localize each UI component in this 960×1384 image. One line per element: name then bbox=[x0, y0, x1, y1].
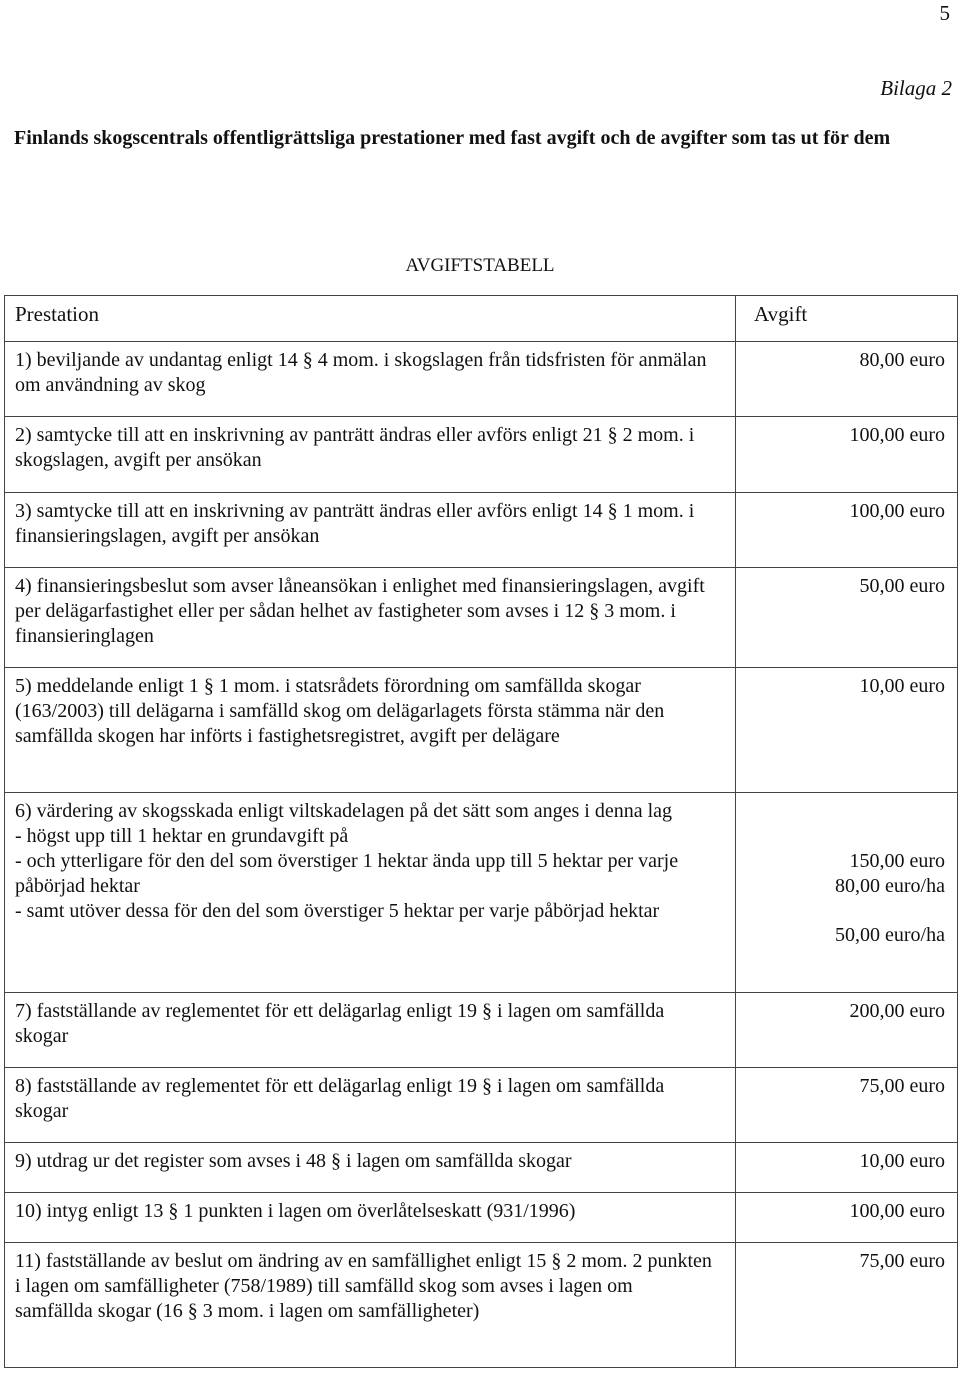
table-row bbox=[5, 342, 958, 417]
row-description: 3) samtycke till att en inskrivning av panträtt ändras eller avförs enligt 14 § 1 mom. i finansieringslagen, avgift per ansökan bbox=[5, 493, 736, 568]
sub-item: - samt utöver dessa för den del som överstiger 5 hektar per varje påbörjad hektar bbox=[15, 900, 660, 922]
row-fee: 10,00 euro bbox=[736, 668, 958, 793]
row-description-with-subitems bbox=[5, 793, 736, 993]
row-description: 7) fastställande av reglementet för ett delägarlag enligt 19 § i lagen om samfällda skogar bbox=[5, 993, 736, 1068]
table-row bbox=[5, 1143, 958, 1193]
header-fee: Avgift bbox=[736, 296, 958, 342]
row-description: 1) beviljande av undantag enligt 14 § 4 mom. i skogslagen från tidsfristen för anmälan om användning av skog bbox=[5, 342, 736, 417]
row-fee: 100,00 euro bbox=[736, 1193, 958, 1243]
row-description: 2) samtycke till att en inskrivning av panträtt ändras eller avförs enligt 21 § 2 mom. i skogslagen, avgift per ansökan bbox=[5, 417, 736, 493]
row-fee-group bbox=[736, 793, 958, 993]
sub-item-fee: 150,00 euro bbox=[849, 850, 945, 872]
fee-table bbox=[4, 295, 958, 1368]
row-description: 10) intyg enligt 13 § 1 punkten i lagen om överlåtelseskatt (931/1996) bbox=[5, 1193, 736, 1243]
row-fee: 80,00 euro bbox=[736, 342, 958, 417]
row-fee: 75,00 euro bbox=[736, 1068, 958, 1143]
row-description: 9) utdrag ur det register som avses i 48 § i lagen om samfällda skogar bbox=[5, 1143, 736, 1193]
table-header-row bbox=[5, 296, 958, 342]
appendix-label: Bilaga 2 bbox=[880, 76, 952, 100]
sub-item: - och ytterligare för den del som överstiger 1 hektar ända upp till 5 hektar per varje påbörjad hektar bbox=[15, 850, 679, 897]
table-row bbox=[5, 1068, 958, 1143]
row-description: 11) fastställande av beslut om ändring av en samfällighet enligt 15 § 2 mom. 2 punkten i lagen om samfälligheter (758/1989) till samfälld skog som avses i lagen om samfällda skogar (16 § 3 mom. i lagen om samfälligheter) bbox=[5, 1243, 736, 1368]
row-fee: 100,00 euro bbox=[736, 417, 958, 493]
document-title: Finlands skogscentrals offentligrättsliga prestationer med fast avgift och de avgifter som tas ut för dem bbox=[14, 127, 891, 149]
sub-item-fee: 80,00 euro/ha bbox=[835, 875, 945, 897]
table-row bbox=[5, 1243, 958, 1368]
table-caption: AVGIFTSTABELL bbox=[405, 255, 555, 276]
row-fee: 10,00 euro bbox=[736, 1143, 958, 1193]
page-number: 5 bbox=[939, 1, 950, 25]
row-description: 5) meddelande enligt 1 § 1 mom. i statsrådets förordning om samfällda skogar (163/2003) till delägarna i samfälld skog om delägarlagets första stämma när den samfällda skogen har införts i fastighetsregistret, avgift per delägare bbox=[5, 668, 736, 793]
table-row bbox=[5, 417, 958, 493]
sub-item-fee: 50,00 euro/ha bbox=[835, 924, 945, 946]
table-row bbox=[5, 568, 958, 668]
table-row bbox=[5, 793, 958, 993]
row-description: 6) värdering av skogsskada enligt viltskadelagen på det sätt som anges i denna lag bbox=[15, 800, 673, 822]
row-fee: 75,00 euro bbox=[736, 1243, 958, 1368]
sub-item: - högst upp till 1 hektar en grundavgift på bbox=[15, 825, 349, 847]
table-row bbox=[5, 668, 958, 793]
row-fee: 100,00 euro bbox=[736, 493, 958, 568]
header-service: Prestation bbox=[5, 296, 736, 342]
row-description: 4) finansieringsbeslut som avser låneansökan i enlighet med finansieringslagen, avgift per delägarfastighet eller per sådan helhet av fastigheter som avses i 12 § 3 mom. i finansieringlagen bbox=[5, 568, 736, 668]
table-row bbox=[5, 493, 958, 568]
table-row bbox=[5, 993, 958, 1068]
table-row bbox=[5, 1193, 958, 1243]
row-fee: 50,00 euro bbox=[736, 568, 958, 668]
row-description: 8) fastställande av reglementet för ett delägarlag enligt 19 § i lagen om samfällda skogar bbox=[5, 1068, 736, 1143]
row-fee: 200,00 euro bbox=[736, 993, 958, 1068]
